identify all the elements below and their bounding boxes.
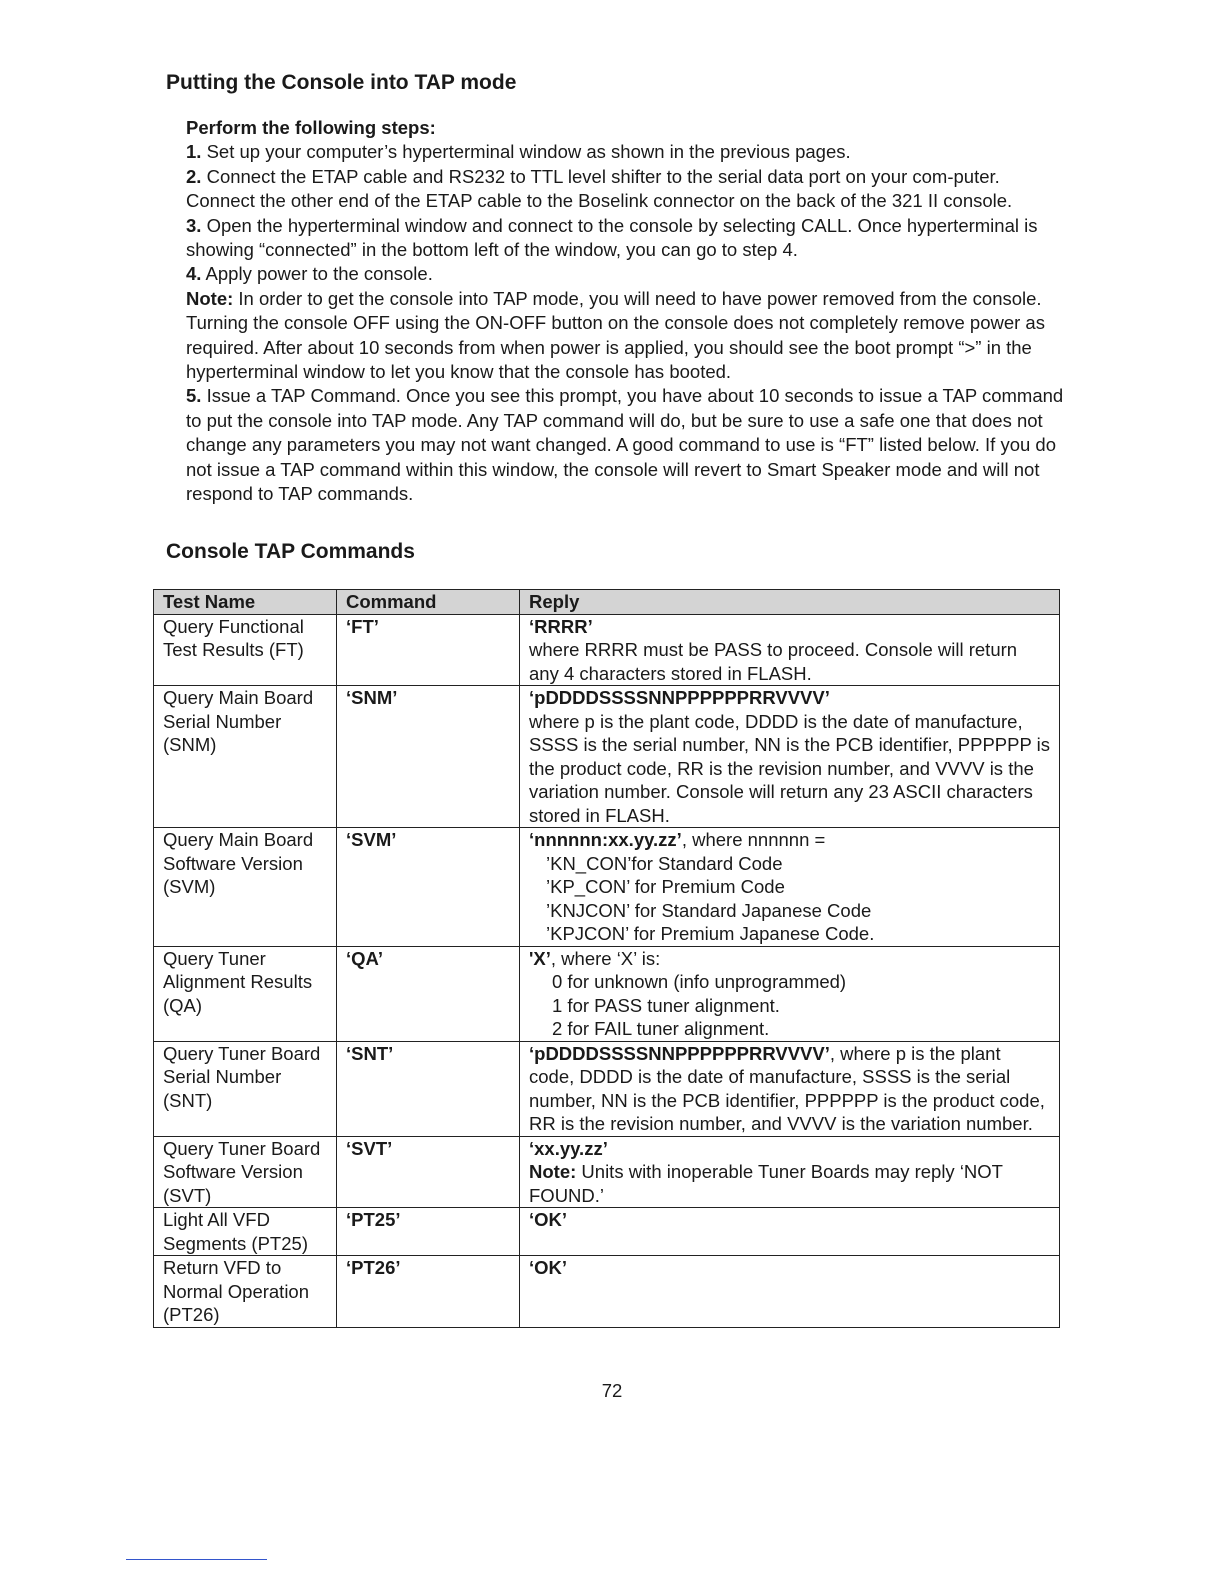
test-name-cell: Query Tuner Alignment Results (QA) — [154, 946, 337, 1041]
table-row — [154, 1041, 1060, 1136]
reply-cell — [520, 946, 1060, 1041]
header-test-name: Test Name — [154, 590, 337, 615]
reply-code: 'X’ — [529, 947, 551, 969]
table-row — [154, 946, 1060, 1041]
step-5 — [186, 384, 1066, 506]
reply-text: , where nnnnnn = — [681, 829, 826, 850]
test-name-cell: Return VFD to Normal Operation (PT26) — [154, 1256, 337, 1328]
reply-option: 1 for PASS tuner alignment. — [552, 994, 780, 1016]
command-text: ‘SNT’ — [346, 1042, 394, 1064]
command-text: ‘QA’ — [346, 947, 384, 969]
reply-code: ‘OK’ — [529, 1209, 568, 1230]
reply-code: ‘OK’ — [529, 1257, 568, 1278]
table-header-row — [154, 590, 1060, 615]
reply-code: ‘pDDDDSSSSNNPPPPPPRRVVVV’ — [529, 1042, 830, 1064]
step-number: 4. — [186, 263, 202, 285]
command-text: ‘PT25’ — [346, 1209, 401, 1230]
command-cell — [337, 946, 520, 1041]
reply-option: ’KPJCON’ for Premium Japanese Code. — [546, 923, 875, 944]
command-cell — [337, 828, 520, 947]
step-number: 2. — [186, 165, 202, 187]
command-text: ‘SVM’ — [346, 829, 397, 850]
step-text: Open the hyperterminal window and connect to the console by selecting CALL. Once hyperterminal is showing “connected” in the bottom left of the window, you can go to step 4. — [186, 214, 1038, 261]
reply-text: , where ‘X’ is: — [550, 947, 661, 969]
table-row — [154, 614, 1060, 686]
footer-rule — [126, 1559, 267, 1560]
step-1 — [186, 140, 1066, 164]
command-text: ‘PT26’ — [346, 1257, 401, 1278]
step-2 — [186, 165, 1066, 214]
header-command: Command — [337, 590, 520, 615]
reply-code: ‘RRRR’ — [529, 615, 593, 637]
reply-text: where p is the plant code, DDDD is the date of manufacture, SSSS is the serial number, NN is the PCB identifier, PPPPPP is the product code, RR is the revision number, and VVVV is the variation number. Console will return any 23 ASCII characters stored in FLASH. — [529, 710, 1050, 826]
reply-option: ’KNJCON’ for Standard Japanese Code — [546, 899, 872, 921]
reply-text: where RRRR must be PASS to proceed. Console will return any 4 characters stored in FLASH. — [529, 639, 1018, 684]
step-text: Apply power to the console. — [201, 263, 433, 285]
step-number: 3. — [186, 214, 202, 236]
test-name-cell: Query Tuner Board Software Version (SVT) — [154, 1136, 337, 1208]
reply-option: 0 for unknown (info unprogrammed) — [552, 971, 847, 992]
reply-cell — [520, 614, 1060, 686]
reply-text: , where p is the plant code, DDDD is the date of manufacture, SSSS is the serial number, NN is the PCB identifier, PPPPPP is the product code, RR is the revision number, and VVVV is the variation number. — [529, 1042, 1045, 1134]
reply-option: ’KP_CON’ for Premium Code — [546, 876, 785, 897]
command-cell — [337, 1208, 520, 1256]
command-cell — [337, 614, 520, 686]
reply-code: ‘xx.yy.zz’ — [529, 1137, 608, 1159]
step-number: 5. — [186, 385, 202, 407]
reply-cell — [520, 828, 1060, 947]
table-row — [154, 828, 1060, 947]
test-name-cell: Query Main Board Serial Number (SNM) — [154, 686, 337, 828]
steps-block — [186, 116, 1066, 507]
command-cell — [337, 1041, 520, 1136]
tap-commands-table — [153, 589, 1060, 1328]
test-name-cell: Query Tuner Board Serial Number (SNT) — [154, 1041, 337, 1136]
table-heading: Console TAP Commands — [166, 540, 415, 563]
table-row — [154, 1208, 1060, 1256]
step-text: Issue a TAP Command. Once you see this prompt, you have about 10 seconds to issue a TAP command to put the console into TAP mode. Any TAP command will do, but be sure to use a safe one that does not change any parameters you may not want changed. A good command to use is “FT” listed below. If you do not issue a TAP command within this window, the console will revert to Smart Speaker mode and will not respond to TAP commands. — [186, 385, 1064, 505]
step-text: Set up your computer’s hyperterminal window as shown in the previous pages. — [201, 141, 851, 163]
test-name-cell: Query Main Board Software Version (SVM) — [154, 828, 337, 947]
step-4 — [186, 262, 1066, 286]
note-label: Note: — [186, 287, 234, 309]
steps-intro: Perform the following steps: — [186, 117, 436, 138]
command-text: ‘SVT’ — [346, 1137, 393, 1159]
step-3 — [186, 214, 1066, 263]
table-row — [154, 686, 1060, 828]
step-text: Connect the ETAP cable and RS232 to TTL level shifter to the serial data port on your com-puter. Connect the other end of the ETAP cable to the Boselink connector on the back of the 321 II console. — [186, 165, 1013, 212]
page-number: 72 — [601, 1380, 623, 1401]
note — [186, 287, 1066, 385]
reply-cell — [520, 1208, 1060, 1256]
command-cell — [337, 686, 520, 828]
reply-option: 2 for FAIL tuner alignment. — [552, 1018, 770, 1039]
reply-text: Units with inoperable Tuner Boards may reply ‘NOT FOUND.’ — [529, 1161, 1003, 1206]
table-row — [154, 1256, 1060, 1328]
table-row — [154, 1136, 1060, 1208]
test-name-cell: Query Functional Test Results (FT) — [154, 614, 337, 686]
reply-cell — [520, 686, 1060, 828]
section-heading: Putting the Console into TAP mode — [166, 71, 517, 94]
command-text: ‘SNM’ — [346, 687, 398, 708]
reply-cell — [520, 1041, 1060, 1136]
reply-code: ‘nnnnnn:xx.yy.zz’ — [529, 829, 682, 850]
command-cell — [337, 1136, 520, 1208]
reply-code: ‘pDDDDSSSSNNPPPPPPRRVVVV’ — [529, 687, 830, 708]
reply-cell — [520, 1136, 1060, 1208]
reply-option: ’KN_CON’for Standard Code — [546, 852, 783, 874]
note-text: In order to get the console into TAP mode, you will need to have power removed from the console. Turning the console OFF using the ON-OFF button on the console does not completely remove power as required. After about 10 seconds from when power is applied, you should see the boot prompt “>” in the hyperterminal window to let you know that the console has booted. — [186, 287, 1045, 383]
header-reply: Reply — [520, 590, 1060, 615]
command-cell — [337, 1256, 520, 1328]
step-number: 1. — [186, 141, 202, 163]
reply-cell — [520, 1256, 1060, 1328]
command-text: ‘FT’ — [346, 615, 379, 637]
test-name-cell: Light All VFD Segments (PT25) — [154, 1208, 337, 1256]
note-label: Note: — [529, 1161, 577, 1182]
